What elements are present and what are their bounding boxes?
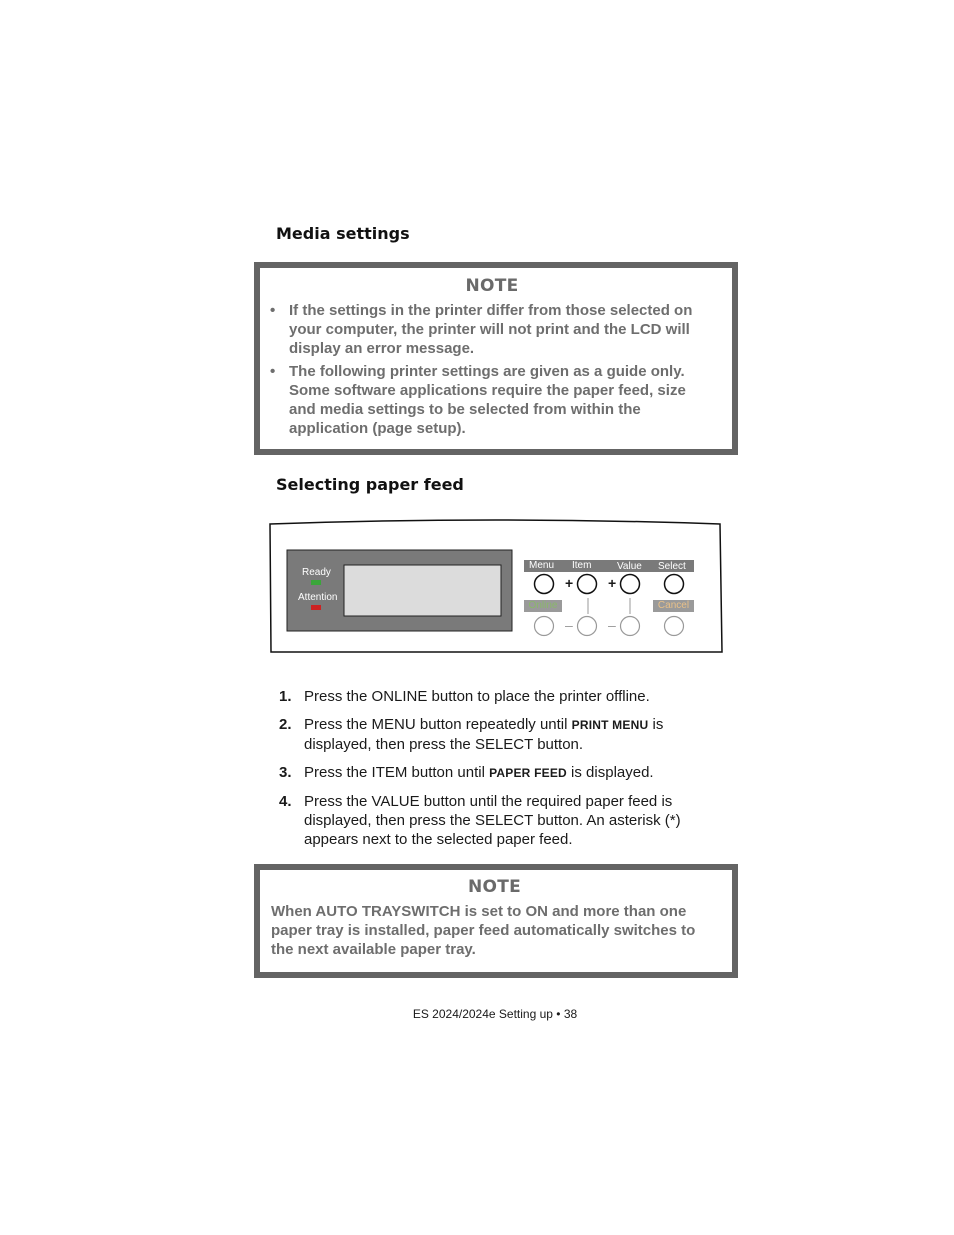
step-item: 3. Press the ITEM button until PAPER FEED is displayed. bbox=[279, 764, 654, 781]
lcd-screen bbox=[344, 565, 501, 616]
note-box-trayswitch bbox=[254, 864, 738, 978]
value-minus-sign: – bbox=[608, 617, 616, 633]
menu-button[interactable] bbox=[534, 574, 554, 594]
ready-led bbox=[311, 580, 321, 585]
steps-list bbox=[279, 687, 719, 858]
value-plus-sign: + bbox=[608, 575, 617, 591]
step-item: 4. Press the VALUE button until the required paper feed is displayed, then press the SELECT button. An asterisk (*) appears next to the selected paper feed. bbox=[279, 793, 681, 848]
menu-code-paper-feed: PAPER FEED bbox=[489, 766, 567, 780]
note-list bbox=[270, 301, 714, 438]
online-button[interactable] bbox=[534, 616, 554, 636]
note-item: • The following printer settings are given as a guide only. Some software applications require the paper feed, size and media settings to be selected from within the application (page setup). bbox=[270, 363, 686, 437]
value-minus-button[interactable] bbox=[620, 616, 640, 636]
cancel-button[interactable] bbox=[664, 616, 684, 636]
note-title: NOTE bbox=[465, 276, 519, 296]
item-minus-button[interactable] bbox=[577, 616, 597, 636]
printer-control-panel bbox=[268, 518, 724, 656]
step-item: 2. Press the MENU button repeatedly until PRINT MENU is displayed, then press the SELECT button. bbox=[279, 716, 664, 753]
attention-label: Attention bbox=[298, 592, 338, 603]
panel-illustration bbox=[268, 518, 724, 656]
item-button[interactable] bbox=[577, 574, 597, 594]
step-item: 1. Press the ONLINE button to place the printer offline. bbox=[279, 688, 650, 705]
item-plus-sign: + bbox=[565, 575, 574, 591]
note-item: • If the settings in the printer differ from those selected on your computer, the printer will not print and the LCD will display an error message. bbox=[270, 302, 693, 357]
select-button[interactable] bbox=[664, 574, 684, 594]
menu-code-print-menu: PRINT MENU bbox=[571, 718, 649, 732]
note-text: When AUTO TRAYSWITCH is set to ON and more than one paper tray is installed, paper feed automatically switches to the next available paper tray. bbox=[271, 903, 696, 958]
ready-label: Ready bbox=[302, 567, 331, 578]
menu-label: Menu bbox=[529, 560, 555, 571]
item-minus-sign: – bbox=[565, 617, 573, 633]
value-label: Value bbox=[617, 561, 642, 572]
media-settings-heading: Media settings bbox=[276, 224, 410, 243]
select-label: Select bbox=[658, 561, 686, 572]
value-button[interactable] bbox=[620, 574, 640, 594]
item-label: Item bbox=[572, 560, 592, 571]
online-label: Online bbox=[528, 600, 558, 611]
note-box-media bbox=[254, 262, 738, 455]
attention-led bbox=[311, 605, 321, 610]
paper-feed-heading: Selecting paper feed bbox=[276, 475, 464, 494]
note-title: NOTE bbox=[467, 877, 522, 897]
page-footer: ES 2024/2024e Setting up • 38 bbox=[412, 1007, 578, 1021]
cancel-label: Cancel bbox=[657, 600, 690, 611]
